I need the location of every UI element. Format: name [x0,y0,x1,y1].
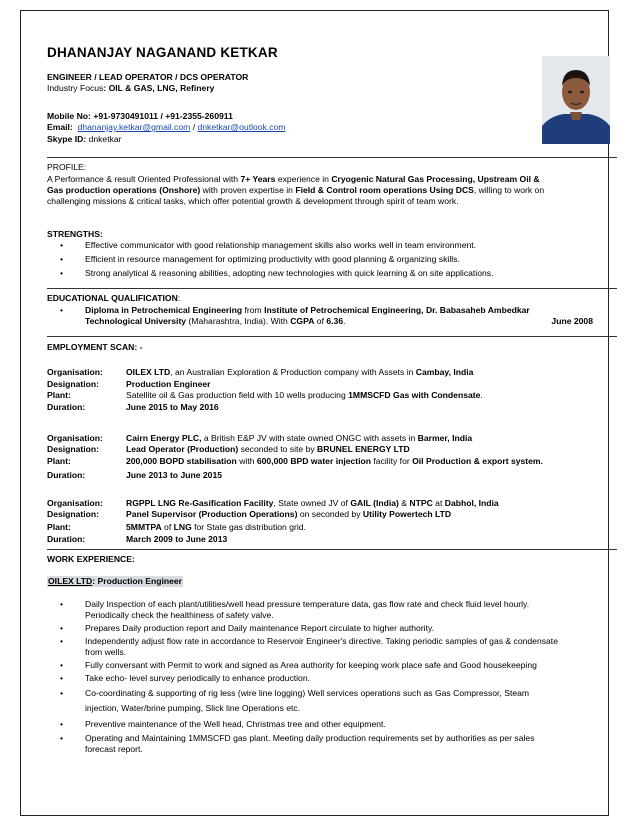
list-item: • Fully conversant with Permit to work and signed as Area authority for keeping work place safe and Good housekeeping [60,660,537,670]
emp3-plant: Plant: 5MMTPA of LNG for State gas distribution grid. [47,522,306,532]
email-link-gmail[interactable]: dhananjay.ketkar@gmail.com [77,122,191,132]
divider-strengths [47,288,617,289]
list-item: • Take echo- level survey periodically to enhance production. [60,673,310,683]
strengths-heading: STRENGTHS: [47,229,103,239]
industry-value: OIL & GAS, LNG, Refinery [108,83,215,93]
industry-line: Industry Focus: OIL & GAS, LNG, Refinery [47,83,215,93]
emp2-designation: Designation: Lead Operator (Production) seconded to site by BRUNEL ENERGY LTD [47,444,410,454]
emp3-organisation: Organisation: RGPPL LNG Re-Gasification Facility, State owned JV of GAIL (India) & NTPC at Dabhol, India [47,498,499,508]
candidate-name: DHANANJAY NAGANAND KETKAR [47,45,278,60]
profile-paragraph: A Performance & result Oriented Professional with 7+ Years experience in Cryogenic Natural Gas Processing, Upstream Oil & Gas production operations (Onshore) with proven expertise in Field & Control room operations Using DCS, willing to work on challenging missions & critical tasks, which offer potential growth & development through spirit of team work. [47,174,545,207]
employment-heading: EMPLOYMENT SCAN: - [47,342,143,352]
industry-label: Industry Focus [47,83,104,93]
work-company-title: OILEX LTD: Production Engineer [48,576,183,586]
divider-header [47,157,617,158]
list-item-continued: forecast report. [85,744,143,754]
email-line: Email: dhananjay.ketkar@gmail.com / dnketkar@outlook.com [47,122,286,132]
list-item-continued: injection, Water/brine pumping, Slick line Operations etc. [85,703,301,713]
education-heading: EDUCATIONAL QUALIFICATION: [47,293,181,303]
emp1-duration: Duration: June 2015 to May 2016 [47,402,219,412]
email-label: Email [47,122,70,132]
emp3-duration: Duration: March 2009 to June 2013 [47,534,228,544]
email-link-outlook[interactable]: dnketkar@outlook.com [197,122,286,132]
list-item-continued: Periodically check the healthiness of safety valve. [85,610,274,620]
profile-photo-icon [542,56,610,144]
list-item: • Operating and Maintaining 1MMSCFD gas plant. Meeting daily production requirements set by authorities as per sales [60,733,535,743]
mobile-label: Mobile No: [47,111,91,121]
resume-page [20,10,609,816]
list-item: • Daily Inspection of each plant/utilities/well head pressure temperature data, gas flow rate and check fluid level hourly. [60,599,530,609]
skype-value: dnketkar [88,134,122,144]
education-date: June 2008 [551,316,593,326]
work-duties-list [47,599,617,755]
strengths-list [47,240,617,279]
profile-photo [542,56,610,144]
emp1-plant: Plant: Satellite oil & Gas production field with 10 wells producing 1MMSCFD Gas with Condensate. [47,390,483,400]
profile-heading: PROFILE: [47,162,87,172]
divider-education [47,336,617,337]
list-item-continued: from wells. [85,647,127,657]
list-item: • Prepares Daily production report and Daily maintenance Report circulate to higher authority. [60,623,435,633]
list-item: • Preventive maintenance of the Well head, Christmas tree and other equipment. [60,719,386,729]
list-item: • Independently adjust flow rate in accordance to Reservoir Engineer's directive. Taking periodic samples of gas & condensate [60,636,558,646]
divider-employment [47,549,617,550]
skype-label: Skype ID [47,134,84,144]
emp2-organisation: Organisation: Cairn Energy PLC, a British E&P JV with state owned ONGC with assets in Barmer, India [47,433,473,443]
emp2-plant: Plant: 200,000 BOPD stabilisation with 600,000 BPD water injection facility for Oil Production & export system. [47,456,543,466]
list-item: • Efficient in resource management for optimizing productivity with good planning & organizing skills. [60,254,460,264]
skype-line: Skype ID: dnketkar [47,134,122,144]
education-entry: • Diploma in Petrochemical Engineering from Institute of Petrochemical Engineering, Dr. Babasaheb Ambedkar Technological University (Maharashtra, India). With CGPA of 6.36. June 2008 [60,305,593,326]
list-item: • Strong analytical & reasoning abilities, adopting new technologies with quick learning & on site applications. [60,268,494,278]
roles-line: ENGINEER / LEAD OPERATOR / DCS OPERATOR [47,72,249,82]
email-separator: / [192,122,196,132]
mobile-line [47,111,233,122]
emp1-designation: Designation: Production Engineer [47,379,211,389]
emp1-organisation: Organisation: OILEX LTD, an Australian Exploration & Production company with Assets in Cambay, India [47,367,474,377]
mobile-value: +91-9730491011 / +91-2355-260911 [93,111,233,121]
emp2-duration: Duration: June 2013 to June 2015 [47,470,223,480]
list-item: • Effective communicator with good relationship management skills also works well in team environment. [60,240,477,250]
emp3-designation: Designation: Panel Supervisor (Production Operations) on seconded by Utility Powertech LTD [47,509,452,519]
list-item: • Co-coordinating & supporting of rig less (wire line logging) Well services operations such as Gas Compressor, Steam [60,688,530,698]
work-experience-heading: WORK EXPERIENCE: [47,554,135,564]
